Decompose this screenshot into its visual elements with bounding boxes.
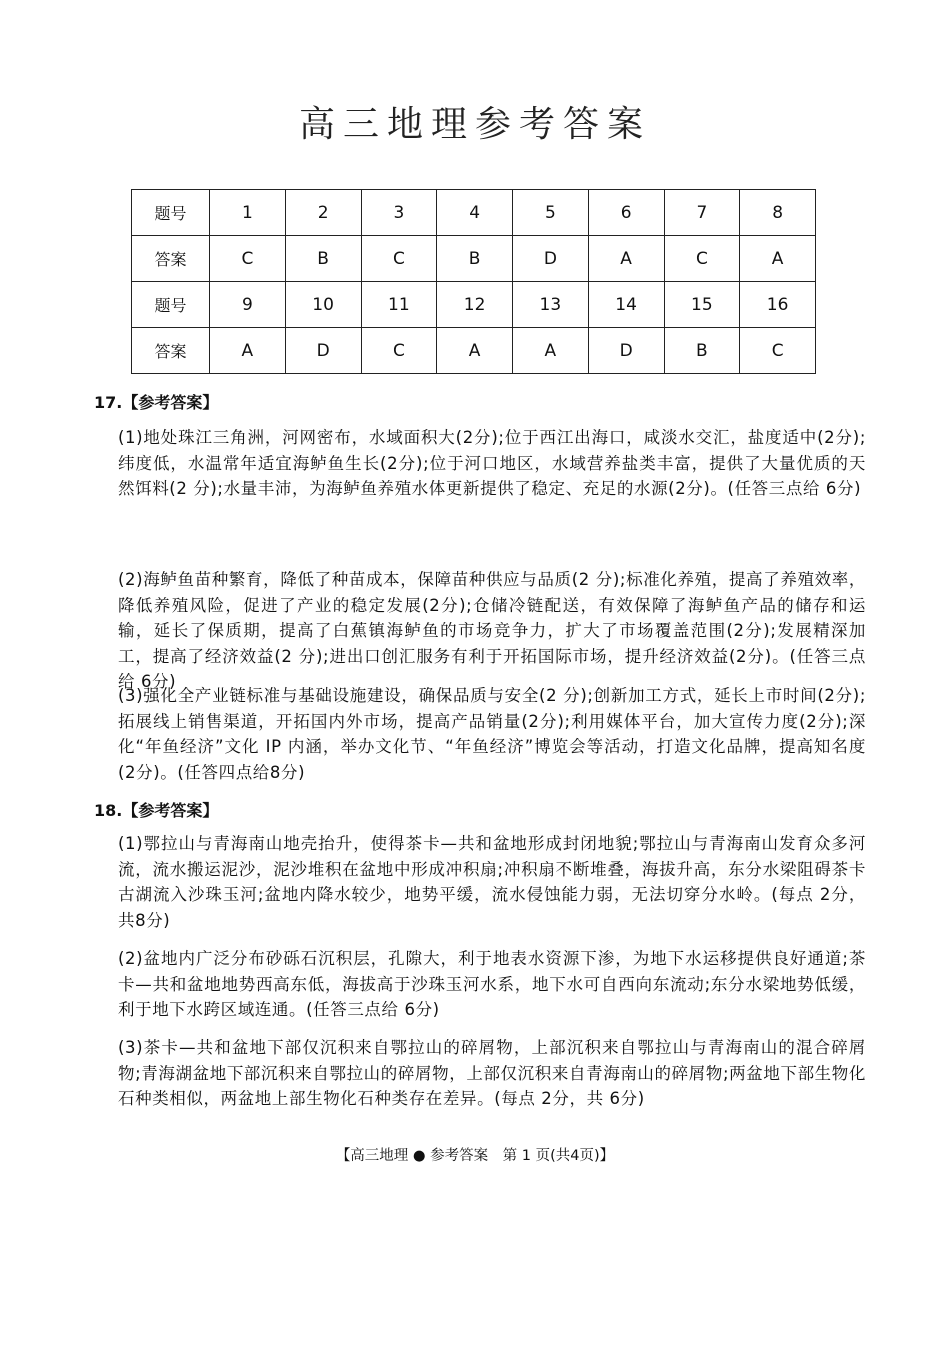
table-cell: A: [588, 236, 664, 282]
table-cell: 14: [588, 282, 664, 328]
row-label: 答案: [132, 328, 210, 374]
table-cell: 7: [664, 190, 740, 236]
table-row: [132, 328, 816, 374]
table-cell: 3: [361, 190, 437, 236]
table-cell: B: [664, 328, 740, 374]
row-label: 题号: [132, 282, 210, 328]
q18-answer-3: (3)茶卡—共和盆地下部仅沉积来自鄂拉山的碎屑物，上部沉积来自鄂拉山与青海南山的混合碎屑物;青海湖盆地下部沉积来自鄂拉山的碎屑物，上部仅沉积来自青海南山的碎屑物;两盆地下部生物化石种类相似，两盆地上部生物化石种类存在差异。(每点 2分，共 6分): [118, 1038, 866, 1108]
table-cell: 13: [513, 282, 589, 328]
table-cell: 12: [437, 282, 513, 328]
q17-answer-2: (2)海鲈鱼苗种繁育，降低了种苗成本，保障苗种供应与品质(2 分);标准化养殖，提高了养殖效率，降低养殖风险，促进了产业的稳定发展(2分);仓储冷链配送，有效保障了海鲈鱼产品的储存和运输，延长了保质期，提高了白蕉镇海鲈鱼的市场竞争力，扩大了市场覆盖范围(2分);发展精深加工，提高了经济效益(2 分);进出口创汇服务有利于开拓国际市场，提升经济效益(2分)。(任答三点给 6分): [118, 570, 866, 691]
row-label: 题号: [132, 190, 210, 236]
page-footer: 【高三地理 ● 参考答案 第 1 页(共4页)】: [335, 1148, 615, 1164]
table-cell: C: [210, 236, 286, 282]
page-title: 高三地理参考答案: [298, 104, 651, 145]
answer-table: [131, 189, 816, 374]
table-cell: 11: [361, 282, 437, 328]
q17-heading: 17.【参考答案】: [94, 393, 219, 412]
table-cell: C: [664, 236, 740, 282]
table-cell: D: [513, 236, 589, 282]
table-cell: B: [285, 236, 361, 282]
table-cell: A: [740, 236, 816, 282]
table-cell: C: [740, 328, 816, 374]
table-cell: C: [361, 236, 437, 282]
table-cell: 16: [740, 282, 816, 328]
table-cell: 1: [210, 190, 286, 236]
table-cell: 10: [285, 282, 361, 328]
table-row: [132, 190, 816, 236]
table-cell: C: [361, 328, 437, 374]
row-label: 答案: [132, 236, 210, 282]
table-cell: 15: [664, 282, 740, 328]
table-row: [132, 236, 816, 282]
table-cell: D: [588, 328, 664, 374]
table-row: [132, 282, 816, 328]
table-cell: D: [285, 328, 361, 374]
table-cell: A: [437, 328, 513, 374]
q18-heading: 18.【参考答案】: [94, 801, 219, 820]
q18-answer-2: (2)盆地内广泛分布砂砾石沉积层，孔隙大，利于地表水资源下渗，为地下水运移提供良好通道;茶卡—共和盆地地势西高东低，海拔高于沙珠玉河水系，地下水可自西向东流动;东分水梁地势低缓，利于地下水跨区域连通。(任答三点给 6分): [118, 949, 866, 1019]
table-cell: B: [437, 236, 513, 282]
table-cell: 4: [437, 190, 513, 236]
table-cell: A: [513, 328, 589, 374]
table-cell: 8: [740, 190, 816, 236]
q17-answer-1: (1)地处珠江三角洲，河网密布，水域面积大(2分);位于西江出海口，咸淡水交汇，盐度适中(2分);纬度低，水温常年适宜海鲈鱼生长(2分);位于河口地区，水域营养盐类丰富，提供了大量优质的天然饵料(2 分);水量丰沛，为海鲈鱼养殖水体更新提供了稳定、充足的水源(2分)。(任答三点给 6分): [118, 428, 866, 498]
table-cell: 2: [285, 190, 361, 236]
table-cell: 5: [513, 190, 589, 236]
table-cell: A: [210, 328, 286, 374]
table-cell: 9: [210, 282, 286, 328]
q17-answer-3: (3)强化全产业链标准与基础设施建设，确保品质与安全(2 分);创新加工方式，延长上市时间(2分);拓展线上销售渠道，开拓国内外市场，提高产品销量(2分);利用媒体平台，加大宣传力度(2分);深化“年鱼经济”文化 IP 内涵，举办文化节、“年鱼经济”博览会等活动，打造文化品牌，提高知名度(2分)。(任答四点给8分): [118, 686, 866, 782]
table-cell: 6: [588, 190, 664, 236]
q18-answer-1: (1)鄂拉山与青海南山地壳抬升，使得茶卡—共和盆地形成封闭地貌;鄂拉山与青海南山发育众多河流，流水搬运泥沙，泥沙堆积在盆地中形成冲积扇;冲积扇不断堆叠，海拔升高，东分水梁阻碍茶卡古湖流入沙珠玉河;盆地内降水较少，地势平缓，流水侵蚀能力弱，无法切穿分水岭。(每点 2分，共8分): [118, 834, 866, 930]
